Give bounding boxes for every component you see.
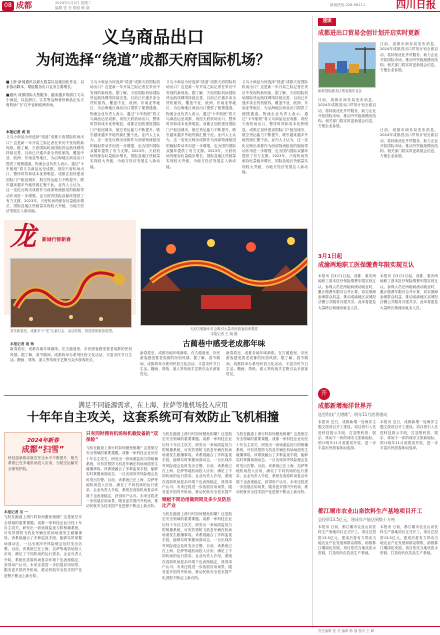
- right-tag: 速读: [318, 18, 336, 26]
- second-body-col1-text: 飞机在跑道上滑行时如何避免相撞？这是航空安全领域的重要课题。成都一家科技企业历经十年自主攻关，研发出一套场面监视与防相撞系统，可有效预防飞机及车辆在机场场面发生碰撞事故。该系统融合了多种监视手段，能够实时掌握场面动态，一旦出现冲突风险便会及时发出告警。目前，该系统已在上海、拉萨等地机场投入应用，满足了不同机场的运行需求。企业负责人介绍，系统在高原机场复杂环境下也表现稳定，获得用户认可。未来还将进一步拓展应用场景，服务更多国内外机场，推动民航安全技术国产化进程不断迈上新台阶。: [4, 515, 82, 578]
- header-meta: [55, 1, 91, 10]
- footer-rule: [0, 626, 440, 627]
- second-story-headline: 十年年自主攻关，这套系统可有效防止飞机相撞: [26, 410, 279, 424]
- feature-body-left: [10, 342, 132, 390]
- second-subhead-1: 只有同时拥有机场和机载设备的“双保险”: [86, 432, 158, 443]
- lead-body-col2: 义乌小商品为何选择“绕道”成都天府国际机场出口？这是新一年开局之际记者在采访中发现的新现象。据了解，天府国际机场国际货运航线网络持续完善，目前已开通多条全货机航线，覆盖中亚、欧洲、东南亚等地区，为沿海地区商品出口提供了便捷通道。物流企业负责人表示，通过“卡车航班”将义乌商品运至成都，再经天府机场出口，整体时效和成本优势明显。成都正加快建设国际门户枢纽城市，航空货运能力不断提升，吸引越来越多外地货源汇聚于此。业内人士认为，这一变化反映出成都作为西部物流枢纽的辐射带动作用进一步增强，也为国内国际双循环提供了有力支撑。2023年，天府机场货邮吞吐量稳步增长，国际及地区货邮量实现较大突破，为地方经济发展注入新动能。: [90, 80, 160, 169]
- sidebar-body: 科技创新推动航空安全水平不断提升，相关系统已在多地机场投入应用，为航空运输安全保驾护航。: [8, 456, 78, 471]
- night-photo-caption: 天府古镇新年灯会吸引大量市民游客前来观赏: [190, 327, 258, 331]
- sidebar-subtitle: 成都“扫雪”: [21, 445, 65, 454]
- right-story3-body-b: 本报讯 近日，成都新增一处海洋主题文旅项目开工建设。项目将引入先进科技展示手段，打造集科普、娱乐、休闲于一体的城市文旅新地标，预计明年11月底建成开放，进一步丰富市民游客休闲选择。: [380, 420, 438, 451]
- second-body-col4: 飞机在跑道上滑行时如何避免相撞？这是航空安全领域的重要课题。成都一家科技企业历经十年自主攻关，研发出一套场面监视与防相撞系统，可有效预防飞机及车辆在机场场面发生碰撞事故。该系统融合了多种监视手段，能够实时掌握场面动态，一旦出现冲突风险便会及时发出告警。目前，该系统已在上海、拉萨等地机场投入应用，满足了不同机场的运行需求。企业负责人介绍，系统在高原机场复杂环境下也表现稳定，获得用户认可。未来还将进一步拓展应用场景，服务更多国内外机场，推动民航安全技术国产化进程不断迈上新台阶。: [236, 432, 308, 495]
- lead-summary-2: ■通讯·成都国际大型服务、越来越多的浙江义乌小商品，以及浙江、江苏等沿海省份商品正从天府机场“飞”往中亚和欧洲市场。: [6, 92, 84, 108]
- right-story2-date: 3月1日起: [318, 254, 343, 260]
- dragon-photo-caption: 龙年新春至，成都多个“龙”元素灯会、活动亮相，营造浓浓新春氛围。: [10, 329, 116, 333]
- right-story1-body-a: 日前，成都市商务局发布消息，2024年成都进出口贸易计划全面启动，将持续优化外贸服务，助力企业开拓国际市场，推动外贸稳规模优结构。相关部门将实时更新展会信息，方便企业参展。: [380, 42, 438, 73]
- feature-sub-byline: 本报记者 胡 炜: [10, 342, 35, 346]
- second-body-col1: [4, 510, 82, 620]
- lead-summary: [6, 80, 84, 130]
- night-festival-illustration: [141, 229, 308, 326]
- header-date: 2024年1月2日 星期二: [55, 1, 92, 5]
- feature-sub-body-mid: 新春将至，成都各地年味渐浓。在古蔺巷里，市民游客感受着老成都的民俗风情。据了解，春节期间，成都将举办系列民俗文化活动，丰富市民节日生活。糖画、剪纸、面人等传统手艺吸引众多游客驻足。: [140, 351, 220, 377]
- feature-sub-headline: 古蔺巷中感受老成都年味: [182, 339, 266, 348]
- feature-sub-body-right: 新春将至，成都各地年味渐浓。在古蔺巷里，市民游客感受着老成都的民俗风情。据了解，春节期间，成都将举办系列民俗文化活动，丰富市民节日生活。糖画、剪纸、面人等传统手艺吸引众多游客驻足。: [226, 351, 308, 377]
- lead-body-col3: 义乌小商品为何选择“绕道”成都天府国际机场出口？这是新一年开局之际记者在采访中发现的新现象。据了解，天府国际机场国际货运航线网络持续完善，目前已开通多条全货机航线，覆盖中亚、欧洲、东南亚等地区，为沿海地区商品出口提供了便捷通道。物流企业负责人表示，通过“卡车航班”将义乌商品运至成都，再经天府机场出口，整体时效和成本优势明显。成都正加快建设国际门户枢纽城市，航空货运能力不断提升，吸引越来越多外地货源汇聚于此。业内人士认为，这一变化反映出成都作为西部物流枢纽的辐射带动作用进一步增强，也为国内国际双循环提供了有力支撑。2023年，天府机场货邮吞吐量稳步增长，国际及地区货邮量实现较大突破，为地方经济发展注入新动能。: [166, 80, 236, 169]
- right-story1-title: 成都进出口贸易会创计划开启实时更新: [318, 30, 421, 37]
- feature-sub-body-left: 新春将至，成都各地年味渐浓。在古蔺巷里，市民游客感受着老成都的民俗风情。据了解，春节期间，成都将举办系列民俗文化活动，丰富市民节日生活。糖画、剪纸、面人等传统手艺吸引众多游客驻足。: [10, 347, 132, 362]
- dragon-lantern-photo: [10, 258, 132, 328]
- right-story1-body-b: 日前，成都市商务局发布消息，2024年成都进出口贸易计划全面启动，将持续优化外贸服务，助力企业开拓国际市场，推动外贸稳规模优结构。相关部门将实时更新展会信息，方便企业参展。: [318, 98, 376, 129]
- second-byline: 本报记者 吴 一: [4, 510, 29, 514]
- second-body-col3-top: 飞机在跑道上滑行时如何避免相撞？这是航空安全领域的重要课题。成都一家科技企业历经十年自主攻关，研发出一套场面监视与防相撞系统，可有效预防飞机及车辆在机场场面发生碰撞事故。该系统融合了多种监视手段，能够实时掌握场面动态，一旦出现冲突风险便会及时发出告警。目前，该系统已在上海、拉萨等地机场投入应用，满足了不同机场的运行需求。企业负责人介绍，系统在高原机场复杂环境下也表现稳定，获得用户认可。未来还将进一步拓展应用场景，服务更多国内外机场，推动民航安全技术国产: [162, 432, 232, 495]
- lead-headline-line1: 义乌商品出口: [102, 28, 204, 48]
- right-story2-title: 成渝两地职工医保缴费年限实现互认: [318, 262, 415, 269]
- second-body-col2: 飞机在跑道上滑行时如何避免相撞？这是航空安全领域的重要课题。成都一家科技企业历经十年自主攻关，研发出一套场面监视与防相撞系统，可有效预防飞机及车辆在机场场面发生碰撞事故。该系统融合了多种监视手段，能够实时掌握场面动态，一旦出现冲突风险便会及时发出告警。目前，该系统已在上海、拉萨等地机场投入应用，满足了不同机场的运行需求。企业负责人介绍，系统在高原机场复杂环境下也表现稳定，获得用户认可。未来还将进一步拓展应用场景，服务更多国内外机场，推动民航安全技术国产化进程不断迈上新台阶。: [86, 446, 158, 509]
- footer-credits: 责任编辑 张 亮 编辑 韩 瑞 校对 王 峰: [318, 629, 375, 633]
- lead-byline: 本报记者 成 洁: [6, 130, 31, 134]
- right-story4-subtitle: 总投资13.5亿元，建成年产能达到数十万吨: [318, 517, 395, 522]
- right-story1-photo: [318, 42, 376, 88]
- port-illustration: [319, 43, 376, 88]
- second-story-kicker: 满足不同能源需求，在上海、拉萨等地机场投入应用: [78, 401, 228, 409]
- right-story1-photo-caption: 新都国际港务区集装箱作业区: [318, 89, 363, 93]
- lead-body-col4: 义乌小商品为何选择“绕道”成都天府国际机场出口？这是新一年开局之际记者在采访中发现的新现象。据了解，天府国际机场国际货运航线网络持续完善，目前已开通多条全货机航线，覆盖中亚、欧洲、东南亚等地区，为沿海地区商品出口提供了便捷通道。物流企业负责人表示，通过“卡车航班”将义乌商品运至成都，再经天府机场出口，整体时效和成本优势明显。成都正加快建设国际门户枢纽城市，航空货运能力不断提升，吸引越来越多外地货源汇聚于此。业内人士认为，这一变化反映出成都作为西部物流枢纽的辐射带动作用进一步增强，也为国内国际双循环提供了有力支撑。2023年，天府机场货邮吞吐量稳步增长，国际及地区货邮量实现较大突破，为地方经济发展注入新动能。: [242, 80, 308, 175]
- second-subhead-2: 钢板不同功用做到同及多少及防后比产业: [162, 498, 231, 509]
- lead-summary-1: ■上游·新闻通讯以最大数量以及地加化作业、以来推动降本、增值服务出口业务主要增长。: [6, 80, 84, 90]
- lead-body-text-1: 义乌小商品为何选择“绕道”成都天府国际机场出口？这是新一年开局之际记者在采访中发现的新现象。据了解，天府国际机场国际货运航线网络持续完善，目前已开通多条全货机航线，覆盖中亚、欧洲、东南亚等地区，为沿海地区商品出口提供了便捷通道。物流企业负责人表示，通过“卡车航班”将义乌商品运至成都，再经天府机场出口，整体时效和成本优势明显。成都正加快建设国际门户枢纽城市，航空货运能力不断提升，吸引越来越多外地货源汇聚于此。业内人士认为，这一变化反映出成都作为西部物流枢纽的辐射带动作用进一步增强，也为国内国际双循环提供了有力支撑。2023年，天府机场货邮吞吐量稳步增长，国际及地区货邮量实现较大突破，为地方经济发展注入新动能。: [6, 135, 84, 214]
- right-story2-body-b: 本报讯 自3月1日起，成都、重庆两地职工基本医疗保险缴费年限实现互认。参保人员在两地间流动就业时，累计缴费年限可合并计算，切实保障参保群众权益，推动成渝地区双城经济圈公共服务共建共享。此举将惠及大量跨区域流动就业人员。: [380, 274, 438, 310]
- right-story3-tag: 开: [318, 388, 330, 400]
- lead-body-col1: [6, 130, 84, 220]
- right-story3-subtitle: 选型科技“大增维”，明年11月底将建成: [318, 412, 388, 417]
- sidebar-title: 2024年新春: [27, 438, 59, 444]
- header-hotline: 新闻热线 028-96111: [330, 3, 366, 7]
- page-number: 08: [2, 1, 14, 11]
- dragon-lantern-illustration: [11, 259, 132, 328]
- section-name: 成都: [16, 1, 32, 10]
- feature-title: 新城行智新春: [42, 238, 71, 243]
- right-story1-body-c: 日前，成都市商务局发布消息，2024年成都进出口贸易计划全面启动，将持续优化外贸服务，助力企业开拓国际市场，推动外贸稳规模优结构。相关部门将实时更新展会信息，方便企业参展。: [380, 128, 438, 159]
- lead-headline-line2: 为何选择“绕道”成都天府国际机场？: [35, 52, 271, 69]
- right-story4-title: 都江堰市农业山泉饮料生产基地项目开工: [318, 509, 423, 515]
- night-lantern-photo: [140, 228, 308, 326]
- section-divider: [4, 395, 308, 396]
- feature-big-char: 龙: [10, 222, 37, 252]
- right-story4-body-b: 本报讯 日前，都江堰市农业山泉饮料生产基地项目正式开工。项目总投资13.5亿元，建成后将有力带动当地农业产业发展和群众增收，助推都江堰绿色发展。项目依托当地优质水资源，打造现代化饮品生产基地。: [380, 525, 438, 556]
- right-story3-body-a: 本报讯 近日，成都新增一处海洋主题文旅项目开工建设。项目将引入先进科技展示手段，打造集科普、娱乐、休闲于一体的城市文旅新地标，预计明年11月底建成开放，进一步丰富市民游客休闲选择。: [318, 420, 376, 451]
- night-photo-credit: 本报记者 王 晓 摄: [210, 332, 238, 336]
- right-story4-body-a: 本报讯 日前，都江堰市农业山泉饮料生产基地项目正式开工。项目总投资13.5亿元，建成后将有力带动当地农业产业发展和群众增收，助推都江堰绿色发展。项目依托当地优质水资源，打造现代化饮品生产基地。: [318, 525, 376, 556]
- header-editors: 编辑 张 亮 排版 韩 瑞: [55, 5, 90, 10]
- newspaper-brand: 四川日报: [396, 0, 436, 11]
- second-body-col3: 飞机在跑道上滑行时如何避免相撞？这是航空安全领域的重要课题。成都一家科技企业历经十年自主攻关，研发出一套场面监视与防相撞系统，可有效预防飞机及车辆在机场场面发生碰撞事故。该系统融合了多种监视手段，能够实时掌握场面动态，一旦出现冲突风险便会及时发出告警。目前，该系统已在上海、拉萨等地机场投入应用，满足了不同机场的运行需求。企业负责人介绍，系统在高原机场复杂环境下也表现稳定，获得用户认可。未来还将进一步拓展应用场景，服务更多国内外机场，推动民航安全技术国产化进程不断迈上新台阶。: [162, 512, 232, 580]
- column-divider: [312, 16, 313, 628]
- right-story2-body-a: 本报讯 自3月1日起，成都、重庆两地职工基本医疗保险缴费年限实现互认。参保人员在两地间流动就业时，累计缴费年限可合并计算，切实保障参保群众权益，推动成渝地区双城经济圈公共服务共建共享。此举将惠及大量跨区域流动就业人员。: [318, 274, 376, 310]
- right-story3-title: 成都新增海洋世界开: [318, 403, 373, 410]
